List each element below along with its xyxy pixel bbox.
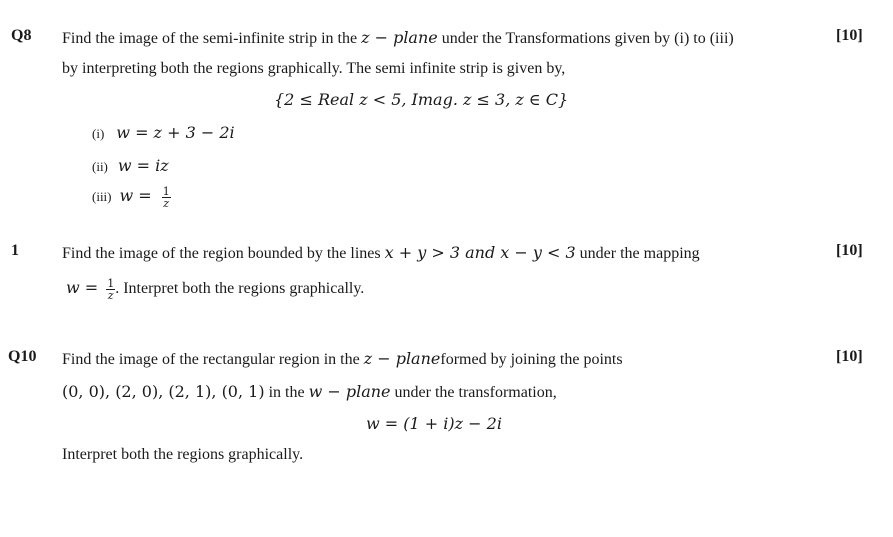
q9-line1-a: Find the image of the region bounded by the lines [62, 245, 385, 262]
q8-line2: by interpreting both the regions graphically. The semi infinite strip is given by, [62, 60, 566, 77]
fraction-denominator: z [107, 289, 114, 302]
q9-line2 [66, 278, 364, 301]
q10-line1-math: z − plane [363, 349, 441, 368]
q8-item-3 [92, 186, 171, 209]
marks-q10: [10] [836, 348, 863, 365]
question-number-q8: Q8 [11, 27, 32, 44]
q8-item-3-lhs: w = [119, 186, 152, 206]
q8-line1-b: under the Transformations given by (i) to (iii) [437, 30, 734, 47]
q8-item-2 [92, 156, 169, 176]
q10-line2-a: in the [264, 384, 309, 401]
q9-line1-b: under the mapping [575, 245, 700, 262]
q10-line1-a: Find the image of the rectangular region in the [62, 351, 364, 368]
q9-fraction [106, 278, 115, 301]
q8-line1-math: z − plane [361, 28, 438, 47]
q9-line2-text: . Interpret both the regions graphically. [115, 280, 365, 298]
q10-line2-b: under the transformation, [390, 384, 557, 401]
q10-line2-math: w − plane [308, 382, 391, 401]
q9-lhs: w = [66, 278, 99, 298]
marks-q8: [10] [836, 27, 863, 44]
q8-line1-a: Find the image of the semi-infinite strip in the [62, 30, 362, 47]
q8-item-1-eq: w = z + 3 − 2i [116, 123, 235, 142]
q9-line1 [62, 243, 700, 263]
fraction-numerator: 1 [162, 185, 170, 198]
q10-line2 [62, 382, 557, 402]
previous-question-text [90, 0, 330, 1]
q8-item-1 [92, 123, 235, 143]
q8-item-2-label: (ii) [92, 159, 108, 174]
fraction-numerator: 1 [107, 277, 115, 290]
q8-line1 [62, 28, 734, 48]
fraction-denominator: z [163, 197, 170, 210]
q8-item-1-label: (i) [92, 126, 105, 141]
q8-strip-definition: {2 ≤ Real z < 5, Imag. z ≤ 3, z ∈ C} [274, 90, 569, 109]
q10-transformation: w = (1 + i)z − 2i [366, 414, 502, 433]
marks-q9: [10] [836, 242, 863, 259]
q8-item-3-label: (iii) [92, 189, 112, 205]
question-number-q10: Q10 [8, 348, 37, 365]
q10-line1 [62, 349, 623, 369]
q10-line1-b: formed by joining the points [440, 351, 623, 368]
q10-line3: Interpret both the regions graphically. [62, 446, 304, 463]
q9-line1-math: x + y > 3 and x − y < 3 [384, 243, 576, 262]
q8-item-3-fraction [162, 186, 171, 209]
q10-points: (0, 0), (2, 0), (2, 1), (0, 1) [62, 382, 265, 401]
q8-item-2-eq: w = iz [117, 156, 169, 175]
question-number-q9: 1 [11, 242, 19, 259]
previous-question-fragment [90, 0, 330, 3]
